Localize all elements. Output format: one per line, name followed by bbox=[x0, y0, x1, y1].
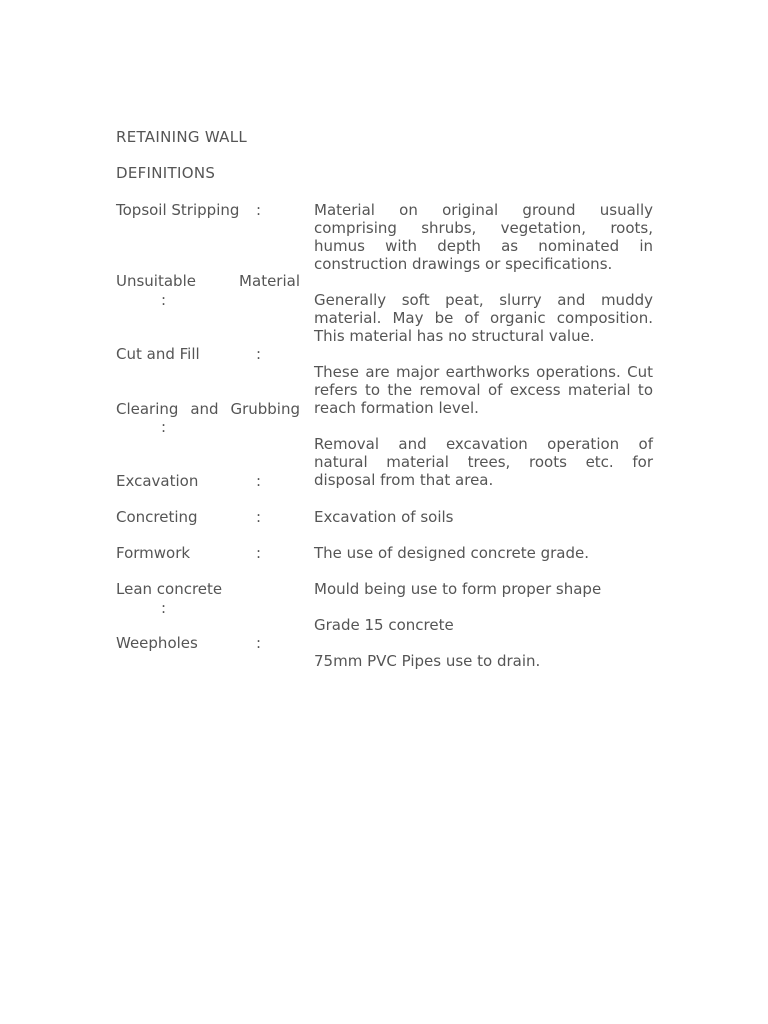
section-heading: DEFINITIONS bbox=[116, 164, 216, 182]
definition-line: Mould being use to form proper shape bbox=[314, 580, 602, 598]
term-colon: : bbox=[256, 201, 262, 219]
definition-line: Excavation of soils bbox=[314, 508, 454, 526]
definition-line: material. May be of organic composition. bbox=[314, 309, 653, 327]
term-weepholes: Weepholes bbox=[116, 634, 198, 652]
definition-lean-concrete bbox=[314, 616, 653, 634]
definition-line: These are major earthworks operations. Cut bbox=[314, 363, 653, 381]
term-topsoil-stripping: Topsoil Stripping bbox=[116, 201, 240, 219]
definition-line: The use of designed concrete grade. bbox=[314, 544, 590, 562]
term-colon: : bbox=[256, 508, 262, 526]
term-colon: : bbox=[256, 634, 262, 652]
definition-cut-and-fill bbox=[314, 363, 653, 417]
term-colon: : bbox=[256, 544, 262, 562]
definition-line: This material has no structural value. bbox=[314, 327, 595, 345]
definition-line: Generally soft peat, slurry and muddy bbox=[314, 291, 653, 309]
definition-unsuitable-material bbox=[314, 291, 653, 345]
definition-line: construction drawings or specifications. bbox=[314, 255, 613, 273]
definition-weepholes bbox=[314, 652, 653, 670]
definition-line: Grade 15 concrete bbox=[314, 616, 454, 634]
term-lean-concrete: Lean concrete bbox=[116, 580, 223, 598]
definition-line: humus with depth as nominated in bbox=[314, 237, 653, 255]
definition-line: reach formation level. bbox=[314, 399, 479, 417]
term-cut-and-fill: Cut and Fill bbox=[116, 345, 200, 363]
term-excavation: Excavation bbox=[116, 472, 199, 490]
definition-line: Removal and excavation operation of bbox=[314, 435, 653, 453]
definition-topsoil-stripping bbox=[314, 201, 653, 273]
term-colon: : bbox=[161, 418, 167, 436]
definition-concreting bbox=[314, 544, 653, 562]
term-unsuitable-material: Unsuitable Material bbox=[116, 272, 300, 290]
definition-line: refers to the removal of excess material to bbox=[314, 381, 653, 399]
definition-line: Material on original ground usually bbox=[314, 201, 653, 219]
term-clearing-and-grubbing: Clearing and Grubbing bbox=[116, 400, 300, 418]
definition-excavation bbox=[314, 508, 653, 526]
definition-line: 75mm PVC Pipes use to drain. bbox=[314, 652, 541, 670]
term-colon: : bbox=[256, 345, 262, 363]
definition-formwork bbox=[314, 580, 653, 598]
document-title: RETAINING WALL bbox=[116, 128, 248, 146]
definition-line: disposal from that area. bbox=[314, 471, 494, 489]
term-formwork: Formwork bbox=[116, 544, 191, 562]
definition-line: natural material trees, roots etc. for bbox=[314, 453, 653, 471]
definition-line: comprising shrubs, vegetation, roots, bbox=[314, 219, 653, 237]
term-concreting: Concreting bbox=[116, 508, 198, 526]
term-colon: : bbox=[256, 472, 262, 490]
definition-clearing-and-grubbing bbox=[314, 435, 653, 489]
term-colon: : bbox=[161, 599, 167, 617]
term-colon: : bbox=[161, 291, 167, 309]
